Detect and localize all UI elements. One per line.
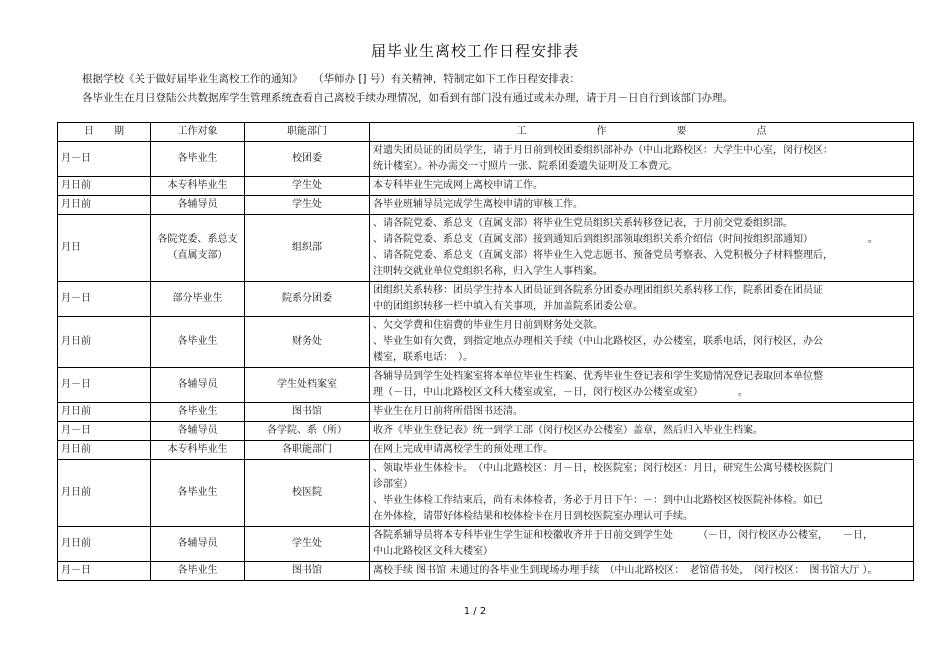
table-row — [58, 527, 914, 562]
requirement-line: 各院系辅导员将本专科毕业生学生证和校徽收齐并于日前交到学生处 （－日，闵行校区办公楼室， －日， — [373, 530, 873, 541]
requirement-line: 、请各院党委、系总支（直属支部）将毕业生党员组织关系转移登记表，于月前交党委组织部。 — [373, 218, 793, 229]
row-requirements — [370, 422, 914, 441]
row-requirements — [370, 562, 914, 581]
row-requirements — [370, 368, 914, 403]
requirement-line: 各辅导员到学生处档案室将本单位毕业生档案、优秀毕业生登记表和学生奖励情况登记表取回本单位整 — [373, 371, 823, 382]
row-target: 各毕业生 — [151, 142, 245, 177]
table-row — [58, 196, 914, 215]
row-department: 图书馆 — [245, 562, 370, 581]
schedule-body — [58, 142, 914, 581]
requirement-line: 各毕业班辅导员完成学生离校申请的审核工作。 — [373, 199, 583, 210]
row-date: 月－日 — [58, 368, 151, 403]
row-department: 财务处 — [245, 317, 370, 368]
header-requirements: 工 作 要 点 — [370, 123, 914, 142]
requirement-line: 团组织关系转移：团员学生持本人团员证到各院系分团委办理团组织关系转移工作，院系团委在团员证 — [373, 285, 823, 296]
requirement-line: 、毕业生如有欠费，到指定地点办理相关手续（中山北路校区，办公楼室，联系电话，闵行校区，办公 — [373, 336, 823, 347]
requirement-line: 、领取毕业生体检卡。 （中山北路校区：月－日，校医院室；闵行校区：月日，研究生公寓号楼校医院门 — [373, 463, 833, 474]
row-department: 图书馆 — [245, 403, 370, 422]
table-row — [58, 177, 914, 196]
row-requirements — [370, 460, 914, 527]
table-row — [58, 142, 914, 177]
row-date: 月－日 — [58, 282, 151, 317]
row-requirements — [370, 215, 914, 282]
schedule-table — [57, 122, 914, 581]
requirement-line: 本专科毕业生完成网上离校申请工作。 — [373, 180, 543, 191]
row-department: 各学院、系（所） — [245, 422, 370, 441]
requirement-line: 离校手续 图书馆 未通过的各毕业生到现场办理手续 （中山北路校区： 老馆借书处， 闵行校区： 图书馆大厅 ）。 — [373, 565, 878, 576]
row-requirements — [370, 142, 914, 177]
row-target: 本专科毕业生 — [151, 177, 245, 196]
row-target: 各毕业生 — [151, 562, 245, 581]
requirement-line: 收齐《毕业生登记表》统一到学工部（闵行校区办公楼室）盖章，然后归入毕业生档案。 — [373, 425, 763, 436]
row-date: 月日前 — [58, 317, 151, 368]
requirement-line: 在网上完成申请离校学生的预处理工作。 — [373, 444, 553, 455]
row-department: 组织部 — [245, 215, 370, 282]
intro-paragraph-1: 根据学校《关于做好届毕业生离校工作的通知》 （华师办 [] 号）有关精神，特制定如下工作日程安排表： — [82, 73, 580, 85]
header-target: 工作对象 — [151, 123, 245, 142]
requirement-line: 对遗失团员证的团员学生，请于月日前到校团委组织部补办（中山北路校区：大学生中心室，闵行校区： — [373, 145, 833, 156]
requirement-line: 诊部室） — [373, 479, 413, 490]
row-requirements — [370, 441, 914, 460]
row-requirements — [370, 282, 914, 317]
row-department: 院系分团委 — [245, 282, 370, 317]
table-row — [58, 368, 914, 403]
table-row — [58, 317, 914, 368]
row-target: 各院党委、系总支（直属支部） — [151, 215, 245, 282]
row-target: 本专科毕业生 — [151, 441, 245, 460]
row-department: 学生处 — [245, 196, 370, 215]
row-department: 校医院 — [245, 460, 370, 527]
row-target: 部分毕业生 — [151, 282, 245, 317]
row-date: 月日前 — [58, 403, 151, 422]
row-date: 月日前 — [58, 527, 151, 562]
row-requirements — [370, 177, 914, 196]
row-target: 各辅导员 — [151, 527, 245, 562]
intro-paragraph-2: 各毕业生在月日登陆公共数据库学生管理系统查看自己离校手续办理情况，如看到有部门没有通过或未办理，请于月－日自行到该部门办理。 — [82, 92, 733, 104]
row-date: 月日前 — [58, 460, 151, 527]
header-date: 日 期 — [58, 123, 151, 142]
table-row — [58, 562, 914, 581]
row-target: 各毕业生 — [151, 403, 245, 422]
row-date: 月日前 — [58, 177, 151, 196]
row-requirements — [370, 403, 914, 422]
row-target: 各辅导员 — [151, 422, 245, 441]
row-department: 学生处 — [245, 527, 370, 562]
row-date: 月日前 — [58, 196, 151, 215]
requirement-line: 毕业生在月日前将所借图书还清。 — [373, 406, 523, 417]
requirement-line: 中山北路校区文科大楼室） — [373, 546, 493, 557]
row-target: 各毕业生 — [151, 317, 245, 368]
requirement-line: 中的团组织转移一栏中填入有关事项，并加盖院系团委公章。 — [373, 301, 643, 312]
requirement-line: 注明转交就业单位党组织名称，归入学生人事档案。 — [373, 266, 603, 277]
table-row — [58, 403, 914, 422]
row-department: 校团委 — [245, 142, 370, 177]
table-row — [58, 215, 914, 282]
row-target: 各辅导员 — [151, 196, 245, 215]
row-target: 各毕业生 — [151, 460, 245, 527]
requirement-line: 理（－日，中山北路校区文科大楼室或室，－日，闵行校区办公楼室或室） 。 — [373, 387, 748, 398]
requirement-line: 、毕业生体检工作结束后，尚有未体检者，务必于月日下午：－：到中山北路校区校医院补体检。如已 — [373, 495, 823, 506]
page-number: 1 / 2 — [463, 606, 487, 617]
row-date: 月日前 — [58, 441, 151, 460]
page-title: 届毕业生离校工作日程安排表 — [370, 42, 579, 60]
table-row — [58, 422, 914, 441]
table-row — [58, 441, 914, 460]
requirement-line: 、欠交学费和住宿费的毕业生月日前到财务处交款。 — [373, 320, 603, 331]
row-requirements — [370, 527, 914, 562]
row-date: 月－日 — [58, 562, 151, 581]
row-department: 学生处档案室 — [245, 368, 370, 403]
row-target: 各辅导员 — [151, 368, 245, 403]
table-header-row — [58, 123, 914, 142]
row-date: 月日 — [58, 215, 151, 282]
row-date: 月－日 — [58, 422, 151, 441]
requirement-line: 统计楼室）。补办需交一寸照片一张、院系团委遗失证明及工本费元。 — [373, 161, 678, 172]
requirement-line: 、请各院党委、系总支（直属支部）接到通知后到组织部领取组织关系介绍信（时间按组织部通知） 。 — [373, 234, 878, 245]
row-department: 学生处 — [245, 177, 370, 196]
table-row — [58, 460, 914, 527]
row-requirements — [370, 317, 914, 368]
table-row — [58, 282, 914, 317]
row-date: 月－日 — [58, 142, 151, 177]
row-requirements — [370, 196, 914, 215]
requirement-line: 、请各院党委、系总支（直属支部）将毕业生入党志愿书、预备党员考察表、入党积极分子材料整理后， — [373, 250, 833, 261]
requirement-line: 在外体检，请带好体检结果和校体检卡在月日到校医院室办理认可手续。 — [373, 511, 693, 522]
row-department: 各职能部门 — [245, 441, 370, 460]
header-department: 职能部门 — [245, 123, 370, 142]
requirement-line: 楼室，联系电话： ）。 — [373, 352, 473, 363]
